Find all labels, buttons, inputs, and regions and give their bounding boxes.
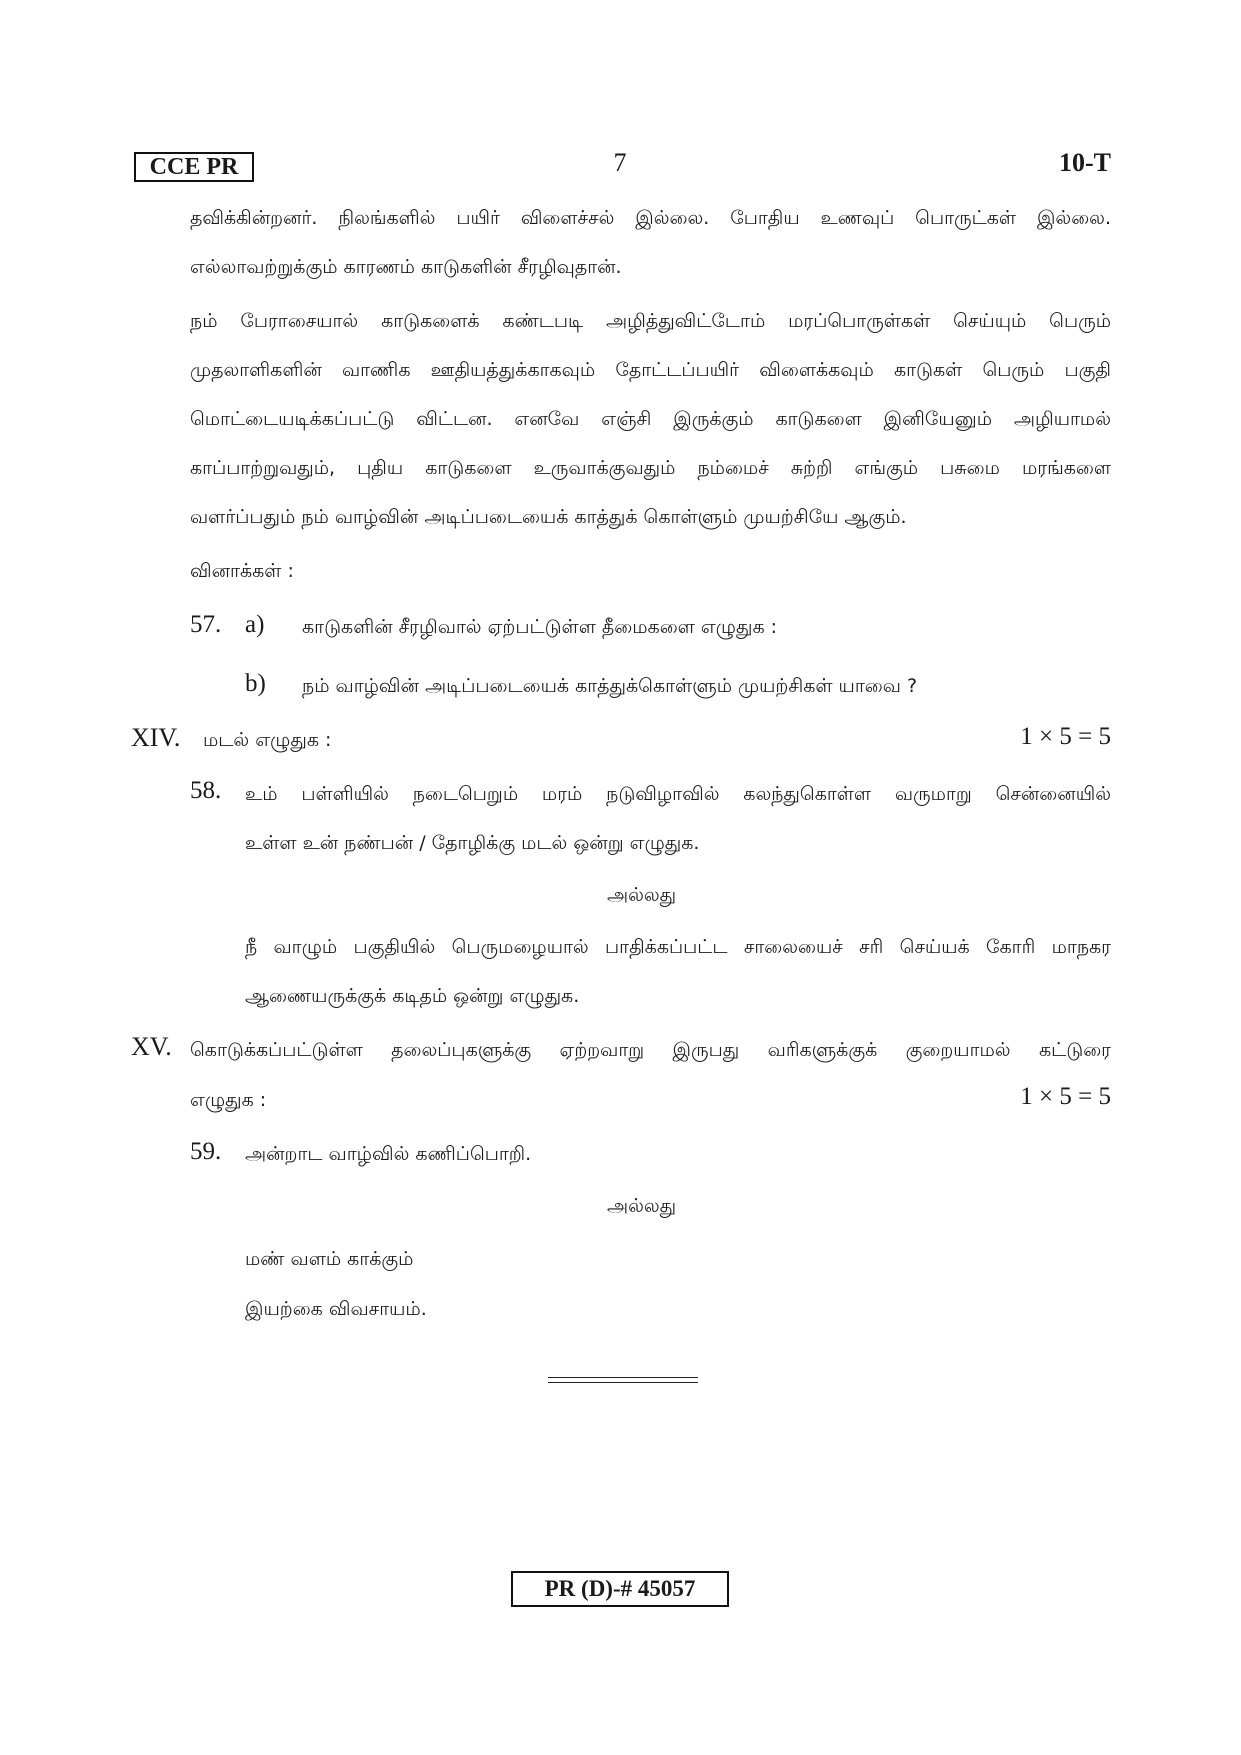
passage-line: வளர்ப்பதும் நம் வாழ்வின் அடிப்படையைக் காத்துக் கொள்ளும் முயற்சியே ஆகும். [190,506,907,528]
passage-line: நம் பேராசையால் காடுகளைக் கண்டபடி அழித்துவிட்டோம் மரப்பொருள்கள் செய்யும் பெரும் [190,310,1111,332]
section-numeral: XV. [131,1032,172,1061]
question-text: உம் பள்ளியில் நடைபெறும் மரம் நடுவிழாவில் கலந்துகொள்ள வருமாறு சென்னையில் [245,783,1111,805]
passage-line: மொட்டையடிக்கப்பட்டு விட்டன. எனவே எஞ்சி இருக்கும் காடுகளை இனியேனும் அழியாமல் [190,408,1111,430]
passage-line: எல்லாவற்றுக்கும் காரணம் காடுகளின் சீரழிவுதான். [190,256,622,278]
or-separator: அல்லது [607,1195,677,1217]
header-left-box: CCE PR [134,152,254,182]
question-text: நம் வாழ்வின் அடிப்படையைக் காத்துக்கொள்ளும் முயற்சிகள் யாவை ? [302,675,918,697]
question-text: காடுகளின் சீரழிவால் ஏற்பட்டுள்ள தீமைகளை எழுதுக : [302,616,778,638]
end-rule [548,1377,698,1378]
question-text: அன்றாட வாழ்வில் கணிப்பொறி. [245,1143,532,1165]
paper-code: 10-T [1059,148,1111,177]
question-text: ஆணையருக்குக் கடிதம் ஒன்று எழுதுக. [245,985,580,1007]
question-number: 57. [190,611,222,638]
questions-label: வினாக்கள் : [190,560,294,582]
section-title: கொடுக்கப்பட்டுள்ள தலைப்புகளுக்கு ஏற்றவாறு இருபது வரிகளுக்குக் குறையாமல் கட்டுரை [190,1039,1111,1061]
section-marks: 1 × 5 = 5 [1020,723,1111,750]
section-title: மடல் எழுதுக : [203,729,332,751]
section-numeral: XIV. [131,723,181,752]
passage-line: தவிக்கின்றனர். நிலங்களில் பயிர் விளைச்சல் இல்லை. போதிய உணவுப் பொருட்கள் இல்லை. [190,207,1111,229]
question-text: இயற்கை விவசாயம். [245,1298,427,1320]
end-rule [548,1382,698,1383]
question-text: உள்ள உன் நண்பன் / தோழிக்கு மடல் ஒன்று எழுதுக. [245,832,700,854]
question-text: நீ வாழும் பகுதியில் பெருமழையால் பாதிக்கப்பட்ட சாலையைச் சரி செய்யக் கோரி மாநகர [245,936,1111,958]
question-number: 58. [190,777,222,804]
passage-line: முதலாளிகளின் வாணிக ஊதியத்துக்காகவும் தோட்டப்பயிர் விளைக்கவும் காடுகள் பெரும் பகுதி [190,359,1111,381]
passage-line: காப்பாற்றுவதும், புதிய காடுகளை உருவாக்குவதும் நம்மைச் சுற்றி எங்கும் பசுமை மரங்களை [190,457,1111,479]
subquestion-label: b) [245,670,266,697]
page-number: 7 [613,148,627,177]
footer-code-box: PR (D)-# 45057 [511,1571,729,1607]
section-marks: 1 × 5 = 5 [1020,1083,1111,1110]
question-number: 59. [190,1138,222,1165]
section-title: எழுதுக : [190,1089,267,1111]
or-separator: அல்லது [607,884,677,906]
subquestion-label: a) [245,611,265,638]
question-text: மண் வளம் காக்கும் [245,1248,414,1270]
